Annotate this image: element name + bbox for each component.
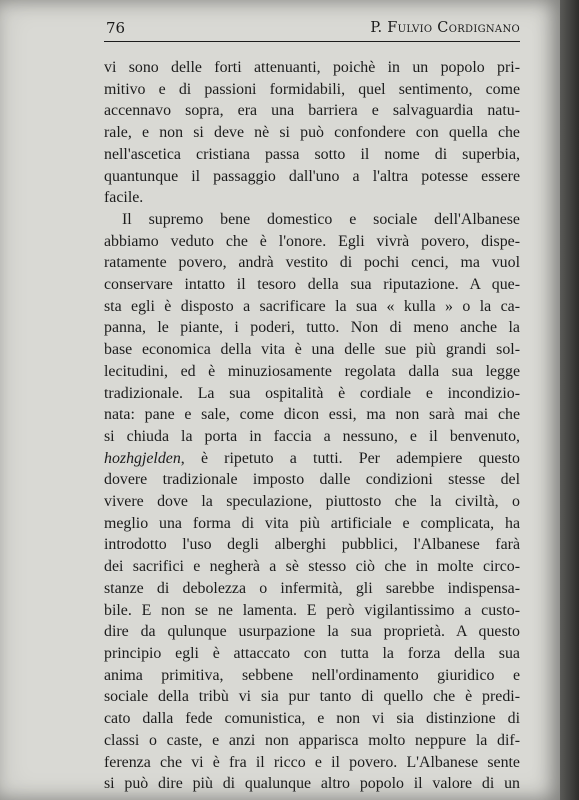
text-line: panna, le piante, i poderi, tutto. Non di meno anche la bbox=[104, 319, 520, 337]
text-line: anima primitiva, sebbene nell'ordinamento giuridico e bbox=[104, 666, 520, 684]
text-line: accennavo sopra, era una barriera e salvaguardia natu- bbox=[104, 102, 520, 120]
text-line: abbiamo veduto che è l'onore. Egli vivrà povero, dispe- bbox=[104, 232, 520, 250]
text-line: lecitudini, ed è minuziosamente regolata dalla sua legge bbox=[104, 362, 520, 380]
page-header bbox=[104, 19, 520, 42]
text-line: dei sacrifici e negherà a sè stesso ciò che in molte circo- bbox=[104, 558, 520, 576]
text-line: principio egli è attaccato con tutta la forza della sua bbox=[104, 644, 520, 662]
text-line: cato dalla fede comunistica, e non vi sia distinzione di bbox=[104, 710, 520, 728]
italic-word: hozhgjelden bbox=[104, 449, 181, 467]
text-line: sociale della tribù vi sia pur tanto di quello che è predi- bbox=[104, 688, 520, 706]
text-line: ratamente povero, andrà vestito di pochi cenci, ma vuol bbox=[104, 254, 520, 272]
text-line: hozhgjelden, è ripetuto a tutti. Per adempiere questo bbox=[104, 449, 520, 467]
text-line: meglio una forma di vita più artificiale e complicata, ha bbox=[104, 514, 520, 532]
text-line: quantunque il passaggio dall'uno a l'altra potesse essere bbox=[104, 167, 520, 185]
text-line: si chiuda la porta in faccia a nessuno, e il benvenuto, bbox=[104, 427, 520, 445]
text-line: vi sono delle forti attenuanti, poichè in un popolo pri- bbox=[104, 59, 520, 76]
text-line: si può dire più di qualunque altro popolo il valore di un bbox=[104, 775, 520, 793]
text-line: nell'ascetica cristiana passa sotto il nome di superbia, bbox=[104, 145, 520, 163]
text-line: rale, e non si deve nè si può confondere con quella che bbox=[104, 124, 520, 142]
book-gutter-edge bbox=[560, 0, 579, 800]
text-line: introdotto l'uso degli alberghi pubblici, l'Albanese farà bbox=[104, 536, 520, 554]
text-line: ferenza che vi è fra il ricco e il povero. L'Albanese sente bbox=[104, 753, 520, 771]
text-line: sta egli è disposto a sacrificare la sua « kulla » o la ca- bbox=[104, 297, 520, 315]
text-line: bile. E non se ne lamenta. E però vigilantissimo a custo- bbox=[104, 601, 520, 619]
text-line: dovere tradizionale imposto dalle condizioni stesse del bbox=[104, 471, 520, 489]
running-head: P. Fulvio Cordignano bbox=[370, 20, 520, 36]
page-number: 76 bbox=[106, 19, 126, 37]
text-line: conservare intatto il tesoro della sua riputazione. A que- bbox=[104, 276, 520, 294]
text-line: mitivo e di passioni formidabili, quel sentimento, come bbox=[104, 80, 520, 98]
text-line: nata: pane e sale, come dicon essi, ma non sarà mai che bbox=[104, 406, 520, 424]
text-line: base economica della vita è una delle sue più grandi sol- bbox=[104, 341, 520, 359]
text-line: dire da qulunque usurpazione la sua proprietà. A questo bbox=[104, 623, 520, 641]
text-line: vivere dove la speculazione, piuttosto che la civiltà, o bbox=[104, 493, 520, 511]
text-line: tradizionale. La sua ospitalità è cordiale e incondizio- bbox=[104, 384, 520, 402]
text-line: facile. bbox=[104, 189, 144, 207]
text-line: Il supremo bene domestico e sociale dell'Albanese bbox=[122, 210, 520, 228]
body-text bbox=[104, 57, 520, 795]
text-line: stanze di debolezza o infermità, gli sarebbe indispensa- bbox=[104, 579, 520, 597]
text-line: classi o caste, e anzi non apparisca molto neppure la dif- bbox=[104, 731, 520, 749]
